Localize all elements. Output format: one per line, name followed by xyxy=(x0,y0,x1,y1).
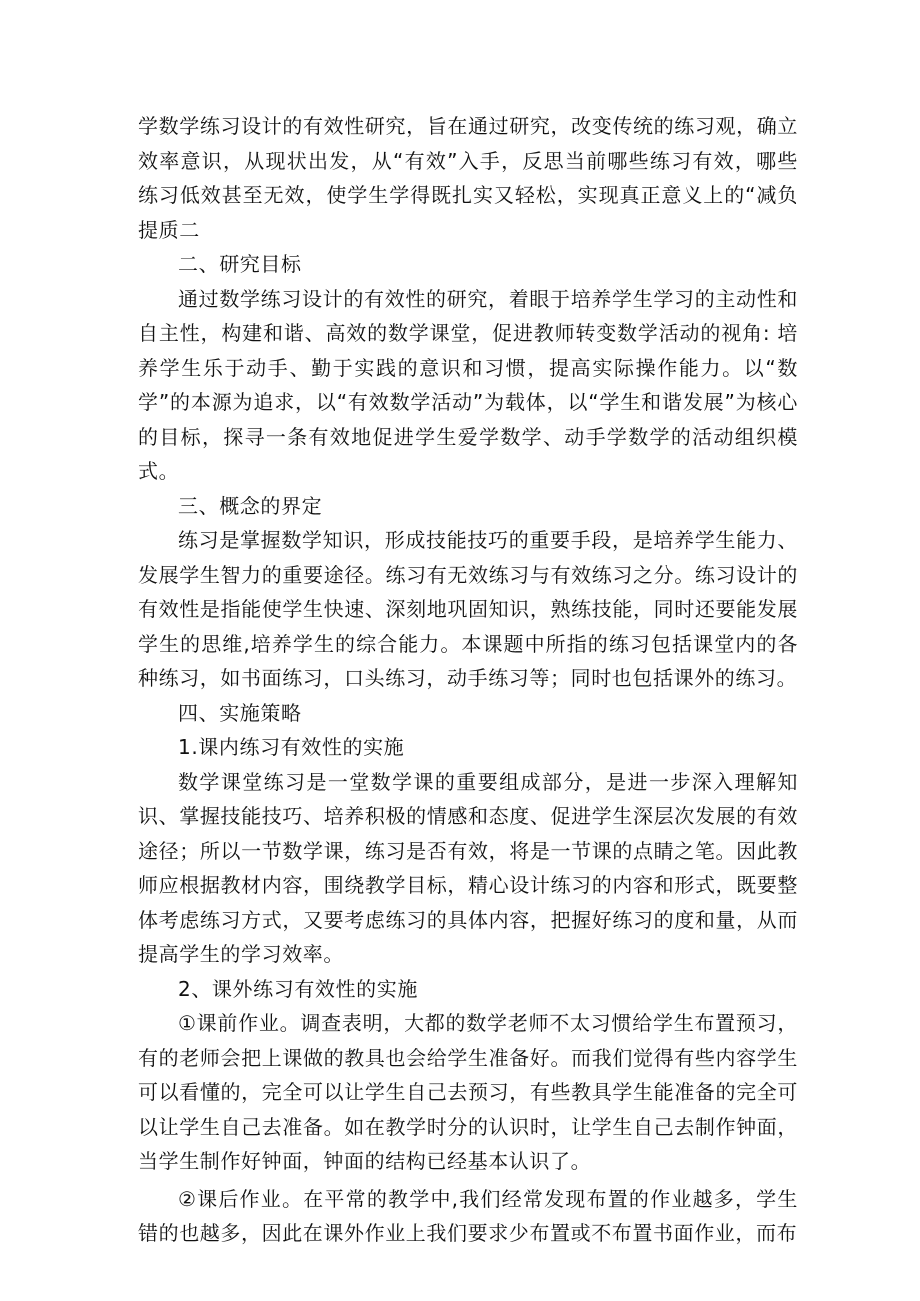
paragraph-in-class-practice: 数学课堂练习是一堂数学课的重要组成部分，是进一步深入理解知识、掌握技能技巧、培养积极的情感和态度、促进学生深层次发展的有效途径；所以一节数学课，练习是否有效，将是一节课的点睛之笔。因此教师应根据教材内容，围绕教学目标，精心设计练习的内容和形式，既要整体考虑练习方式，又要考虑练习的具体内容，把握好练习的度和量，从而提高学生的学习效率。 xyxy=(138,769,798,966)
paragraph-intro-continued: 学数学练习设计的有效性研究，旨在通过研究，改变传统的练习观，确立效率意识，从现状出发，从“有效”入手，反思当前哪些练习有效，哪些练习低效甚至无效，使学生学得既扎实又轻松，实现真正意义上的“减负提质二 xyxy=(138,114,798,242)
subsection-heading-after-class-practice: 2、课外练习有效性的实施 xyxy=(178,976,418,1001)
document-body xyxy=(138,109,798,1251)
paragraph-post-class-homework: ②课后作业。在平常的教学中,我们经常发现布置的作业越多，学生错的也越多，因此在课外作业上我们要求少布置或不布置书面作业，而布 xyxy=(138,1186,798,1245)
section-heading-research-goals: 二、研究目标 xyxy=(178,252,302,276)
section-heading-implementation-strategy: 四、实施策略 xyxy=(178,700,302,725)
section-heading-concept-definition: 三、概念的界定 xyxy=(178,493,323,518)
paragraph-pre-class-homework: ①课前作业。调查表明，大都的数学老师不太习惯给学生布置预习，有的老师会把上课做的教具也会给学生准备好。而我们觉得有些内容学生可以看懂的，完全可以让学生自己去预习，有些教具学生能准备的完全可以让学生自己去准备。如在教学时分的认识时，让学生自己去制作钟面，当学生制作好钟面，钟面的结构已经基本认识了。 xyxy=(138,1011,798,1173)
paragraph-research-goals: 通过数学练习设计的有效性的研究，着眼于培养学生学习的主动性和自主性，构建和谐、高效的数学课堂，促进教师转变数学活动的视角: 培养学生乐于动手、勤于实践的意识和习惯，提高实际操作能力。以“数学”的本源为追求，以“有效数学活动”为载体，以“学生和谐发展”为核心的目标，探寻一条有效地促进学生爱学数学、动手学数学的活动组织模式。 xyxy=(138,286,798,483)
subsection-heading-in-class-practice: 1.课内练习有效性的实施 xyxy=(178,735,405,759)
paragraph-concept-definition: 练习是掌握数学知识，形成技能技巧的重要手段，是培养学生能力、发展学生智力的重要途径。练习有无效练习与有效练习之分。练习设计的有效性是指能使学生快速、深刻地巩固知识，熟练技能，同时还要能发展学生的思维,培养学生的综合能力。本课题中所指的练习包括课堂内的各种练习，如书面练习，口头练习，动手练习等；同时也包括课外的练习。 xyxy=(138,528,798,690)
